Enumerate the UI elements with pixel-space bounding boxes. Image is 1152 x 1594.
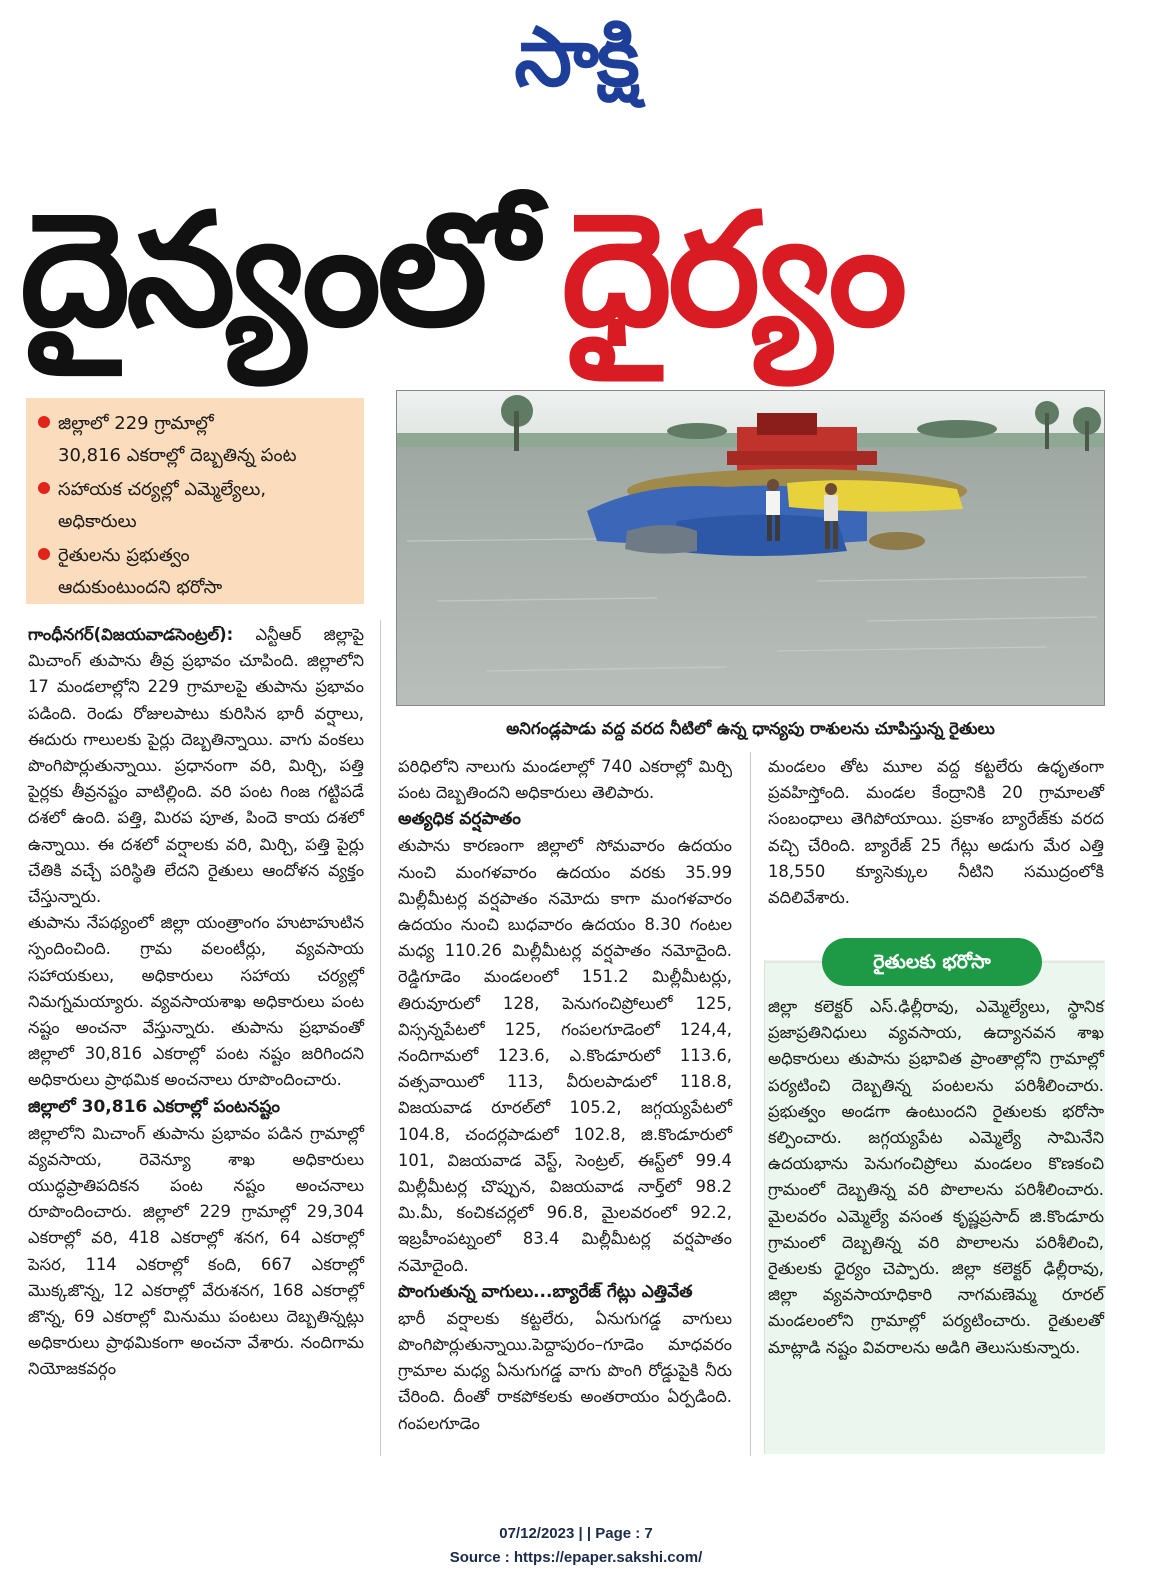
page-footer [0, 1522, 1152, 1570]
paragraph-text: ఎన్టీఆర్ జిల్లాపై మిచాంగ్ తుపాను తీవ్ర ప్రభావం చూపింది. జిల్లాలోని 17 మండలాల్లోని 229 గ్రామాలపై తుపాను ప్రభావం పడింది. రెండు రోజులపాటు కురిసిన భారీ వర్షాలు, ఈదురు గాలులకు పైర్లు దెబ్బతిన్నాయి. వాగు వంకలు పొంగిపొర్లుతున్నాయి. ప్రధానంగా వరి, మిర్చి, పత్తి పైర్లకు తీవ్రనష్టం వాటిల్లింది. వరి పంట గింజ గట్టిపడే దశలో ఉంది. పత్తి, మిరప పూత, పిందె కాయ దశలో ఉన్నాయి. ఈ దశలో వర్షాలకు వరి, మిర్చి, పత్తి పైర్లు చేతికి వచ్చే పరిస్థితి లేదని రైతులు ఆందోళన వ్యక్తం చేస్తున్నారు. [28, 625, 364, 907]
article-paragraph: జిల్లా కలెక్టర్ ఎస్.ఢిల్లీరావు, ఎమ్మెల్యేలు, స్థానిక ప్రజాప్రతినిధులు వ్యవసాయ, ఉద్యానవన శాఖ అధికారులు తుపాను ప్రభావిత ప్రాంతాల్లోని గ్రామాల్లో పర్యటించి దెబ్బతిన్న పంటలను పరిశీలించారు. ప్రభుత్వం అండగా ఉంటుందని రైతులకు భరోసా కల్పించారు. జగ్గయ్యపేట ఎమ్మెల్యే సామినేని ఉదయభాను పెనుగంచిప్రోలు మండలం కొణకంచి గ్రామంలో దెబ్బతిన్న వరి పొలాలను పరిశీలించారు. మైలవరం ఎమ్మెల్యే వసంత కృష్ణప్రసాద్ జి.కొండూరు గ్రామంలో దెబ్బతిన్న వరి పొలాలను పరిశీలించి, రైతులకు ధైర్యం చెప్పారు. జిల్లా కలెక్టర్ ఢిల్లీరావు, జిల్లా వ్యవసాయాధికారి నాగమణెమ్మ రూరల్ మండలంలోని గ్రామాల్లో పర్యటించారు. రైతులతో మాట్లాడి నష్టం వివరాలను అడిగి తెలుసుకున్నారు. [768, 997, 1104, 1357]
news-photo [396, 390, 1105, 706]
highlight-line: సహాయక చర్యల్లో ఎమ్మెల్యేలు, [58, 479, 267, 500]
article-column-3 [768, 754, 1104, 911]
article-paragraph: తుపాను కారణంగా జిల్లాలో సోమవారం ఉదయం నుంచి మంగళవారం ఉదయం వరకు 35.99 మిల్లీమీటర్ల వర్షపాతం నమోదు కాగా మంగళవారం ఉదయం నుంచి బుధవారం ఉదయం 8.30 గంటల మధ్య 110.26 మిల్లీమీటర్ల వర్షపాతం నమోదైంది. రెడ్డిగూడెం మండలంలో 151.2 మిల్లీమీటర్లు, తిరువూరులో 128, పెనుగంచిప్రోలులో 125, విస్సన్నపేటలో 125, గంపలగూడెంలో 124,4, నందిగామలో 123.6, ఎ.కొండూరులో 113.6, వత్సవాయిలో 113, వీరులపాడులో 118.8, విజయవాడ రూరల్‌లో 105.2, జగ్గయ్యపేటలో 104.8, చందర్లపాడులో 102.8, జి.కొండూరులో 101, విజయవాడ వెస్ట్, సెంట్రల్, ఈస్ట్‌లో 99.4 మిల్లీమీటర్ల చొప్పున, విజయవాడ నార్త్‌లో 98.2 మి.మీ, కంచికచర్లలో 96.8, మైలవరంలో 92.2, ఇబ్రహీంపట్నంలో 83.4 మిల్లీమీటర్ల వర్షపాతం నమోదైంది. [398, 836, 732, 1275]
highlights-box [26, 398, 364, 604]
article-paragraph: మండలం తోట మూల వద్ద కట్టలేరు ఉధృతంగా ప్రవహిస్తోంది. మండల కేంద్రానికి 20 గ్రామాలతో సంబంధాలు తెగిపోయాయి. ప్రకాశం బ్యారేజ్‌కు వరద వచ్చి చేరింది. బ్యారేజ్ 25 గేట్లు అడుగు మేర ఎత్తి 18,550 క్యూసెక్కుల నీటిని సముద్రంలోకి వదిలివేశారు. [768, 757, 1104, 908]
column-divider [750, 752, 751, 1456]
article-paragraph: తుపాను నేపథ్యంలో జిల్లా యంత్రాంగం హుటాహుటిన స్పందించింది. గ్రామ వలంటీర్లు, వ్యవసాయ సహాయకులు, అధికారులు సహాయ చర్యల్లో నిమగ్నమయ్యారు. వ్యవసాయశాఖ అధికారులు పంట నష్టం అంచనా వేస్తున్నారు. తుపాను ప్రభావంతో జిల్లాలో 30,816 ఎకరాల్లో పంట నష్టం జరిగిందని అధికారులు ప్రాథమిక అంచనాలు రూపొందించారు. [28, 913, 364, 1090]
article-paragraph [28, 622, 364, 910]
masthead-logo: సాక్షి [514, 10, 638, 105]
article-paragraph: జిల్లాలోని మిచాంగ్ తుపాను ప్రభావం పడిన గ్రామాల్లో వ్యవసాయ, రెవెన్యూ శాఖ అధికారులు యుద్ధప్రాతిపదికన పంట నష్టం అంచనాలు రూపొందించారు. జిల్లాలో 229 గ్రామాల్లో 29,304 ఎకరాల్లో వరి, 418 ఎకరాల్లో శనగ, 64 ఎకరాల్లో పెసర, 114 ఎకరాల్లో కంది, 667 ఎకరాల్లో మొక్కజొన్న, 12 ఎకరాల్లో వేరుశనగ, 168 ఎకరాల్లో జొన్న, 69 ఎకరాల్లో మినుము పంటలు దెబ్బతిన్నట్లు అధికారులు ప్రాథమికంగా అంచనా వేశారు. నందిగామ నియోజకవర్గం [28, 1123, 364, 1379]
highlight-item [38, 408, 354, 472]
headline [20, 158, 1132, 390]
article-paragraph: పరిధిలోని నాలుగు మండలాల్లో 740 ఎకరాల్లో మిర్చి పంట దెబ్బతిందని అధికారులు తెలిపారు. [398, 757, 732, 803]
bullet-icon [38, 416, 50, 428]
subheading: అత్యధిక వర్షపాతం [398, 809, 521, 830]
article-paragraph: భారీ వర్షాలకు కట్టలేరు, ఏనుగుగడ్డ వాగులు పొంగిపొర్లుతున్నాయి.పెద్దాపురం–గూడెం మాధవరం గ్రామాల మధ్య ఏనుగుగడ్డ వాగు పొంగి రోడ్డుపైకి నీరు చేరింది. దీంతో రాకపోకలకు అంతరాయం ఏర్పడింది. గంపలగూడెం [398, 1308, 732, 1433]
sidebar-box-header [764, 934, 1104, 990]
article-column-2 [398, 754, 732, 1437]
highlight-line: జిల్లాలో 229 గ్రామాల్లో [58, 413, 214, 434]
highlight-line: 30,816 ఎకరాల్లో దెబ్బతిన్న పంట [58, 445, 297, 466]
bullet-icon [38, 482, 50, 494]
subheading: పొంగుతున్న వాగులు...బ్యారేజ్ గేట్లు ఎత్తివేత [398, 1281, 693, 1302]
highlight-line: అధికారులు [58, 511, 137, 532]
bullet-icon [38, 548, 50, 560]
subheading: జిల్లాలో 30,816 ఎకరాల్లో పంటనష్టం [28, 1096, 280, 1117]
flood-photo-illustration [397, 391, 1105, 706]
footer-date-page: 07/12/2023 | | Page : 7 [499, 1525, 653, 1542]
highlight-line: ఆదుకుంటుందని భరోసా [58, 577, 223, 598]
photo-caption: అనిగండ్లపాడు వద్ద వరద నీటిలో ఉన్న ధాన్యపు రాశులను చూపిస్తున్న రైతులు [506, 719, 995, 738]
dateline: గాంధీనగర్(విజయవాడసెంట్రల్): [28, 625, 234, 644]
column-divider [380, 620, 381, 1456]
highlight-item [38, 474, 354, 538]
article-column-1 [28, 622, 364, 1383]
sidebar-box-text [768, 994, 1104, 1361]
highlight-line: రైతులను ప్రభుత్వం [58, 545, 190, 566]
headline-part2: ధైర్యం [561, 179, 904, 361]
headline-part1: దైన్యంలో [20, 179, 534, 361]
sidebar-box-title: రైతులకు భరోసా [822, 938, 1042, 986]
highlight-item [38, 540, 354, 604]
footer-source: Source : https://epaper.sakshi.com/ [449, 1549, 703, 1566]
